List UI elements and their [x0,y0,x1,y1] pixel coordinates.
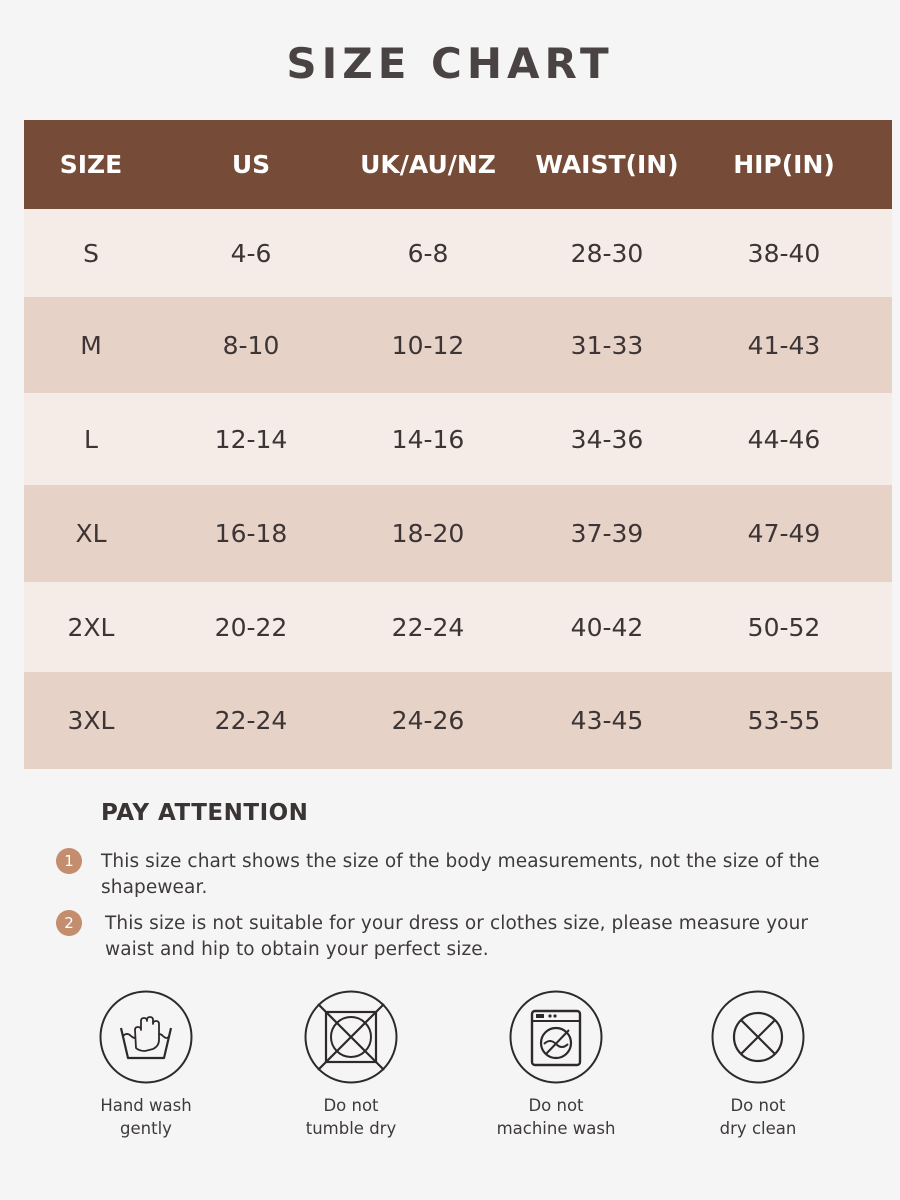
care-label-line: Do not [323,1096,379,1115]
cell-size: 3XL [67,706,115,735]
note-number-badge: 1 [56,848,82,874]
cell-size: L [84,424,98,454]
hand-wash-icon [99,990,193,1084]
cell-uk: 14-16 [391,424,465,454]
note-text: This size chart shows the size of the body measurements, not the size of the shapewear. [101,851,820,898]
cell-waist: 28-30 [570,238,644,268]
care-label-line: Do not [730,1096,786,1115]
cell-us: 12-14 [214,424,288,454]
header-hip: HIP(IN) [733,150,835,179]
header-size: SIZE [59,150,123,179]
care-label-line: dry clean [719,1119,797,1138]
cell-us: 16-18 [214,519,288,548]
table-row [24,485,892,582]
cell-us: 4-6 [230,238,272,268]
care-label-line: Hand wash [100,1096,192,1115]
no-dry-clean-icon [711,990,805,1084]
cell-us: 22-24 [214,706,288,735]
cell-uk: 22-24 [391,612,465,642]
cell-waist: 40-42 [570,612,644,642]
care-label [271,1094,431,1140]
cell-waist: 37-39 [570,519,644,548]
care-item-machine-wash [476,990,636,1140]
care-item-tumble-dry [271,990,431,1140]
header-us: US [231,150,271,179]
table-row [24,393,892,485]
cell-uk: 10-12 [391,330,465,360]
note-text: This size is not suitable for your dress or clothes size, please measure your waist and hip to obtain your perfect size. [105,913,809,960]
table-row [24,672,892,769]
cell-uk: 6-8 [407,238,449,268]
cell-hip: 53-55 [747,706,821,735]
cell-hip: 44-46 [747,424,821,454]
cell-size: 2XL [67,612,115,642]
care-label [476,1094,636,1140]
attention-note [56,911,856,963]
cell-hip: 50-52 [747,612,821,642]
table-row [24,297,892,393]
care-label [678,1094,838,1140]
care-item-hand-wash [66,990,226,1140]
cell-hip: 41-43 [747,330,821,360]
cell-waist: 34-36 [570,424,644,454]
cell-size: M [80,330,102,360]
pay-attention-heading: PAY ATTENTION [101,800,309,826]
no-machine-wash-icon [509,990,603,1084]
cell-us: 20-22 [214,612,288,642]
cell-hip: 38-40 [747,238,821,268]
header-waist: WAIST(IN) [535,150,679,179]
page-title: SIZE CHART [286,39,614,88]
cell-waist: 43-45 [570,706,644,735]
care-item-dry-clean [678,990,838,1140]
size-chart-table [24,120,892,769]
care-label-line: gently [120,1119,172,1138]
care-label-line: Do not [528,1096,584,1115]
table-header-row [24,120,892,209]
cell-hip: 47-49 [747,519,821,548]
cell-size: XL [75,519,107,548]
no-tumble-dry-icon [304,990,398,1084]
care-label-line: tumble dry [305,1119,397,1138]
cell-waist: 31-33 [570,330,644,360]
table-row [24,209,892,297]
cell-us: 8-10 [222,330,280,360]
note-number-badge: 2 [56,910,82,936]
cell-uk: 24-26 [391,706,465,735]
cell-size: S [83,238,99,268]
care-label-line: machine wash [496,1119,616,1138]
attention-note [56,849,856,901]
cell-uk: 18-20 [391,519,465,548]
table-row [24,582,892,672]
header-uk-au-nz: UK/AU/NZ [360,150,496,179]
care-label [66,1094,226,1140]
